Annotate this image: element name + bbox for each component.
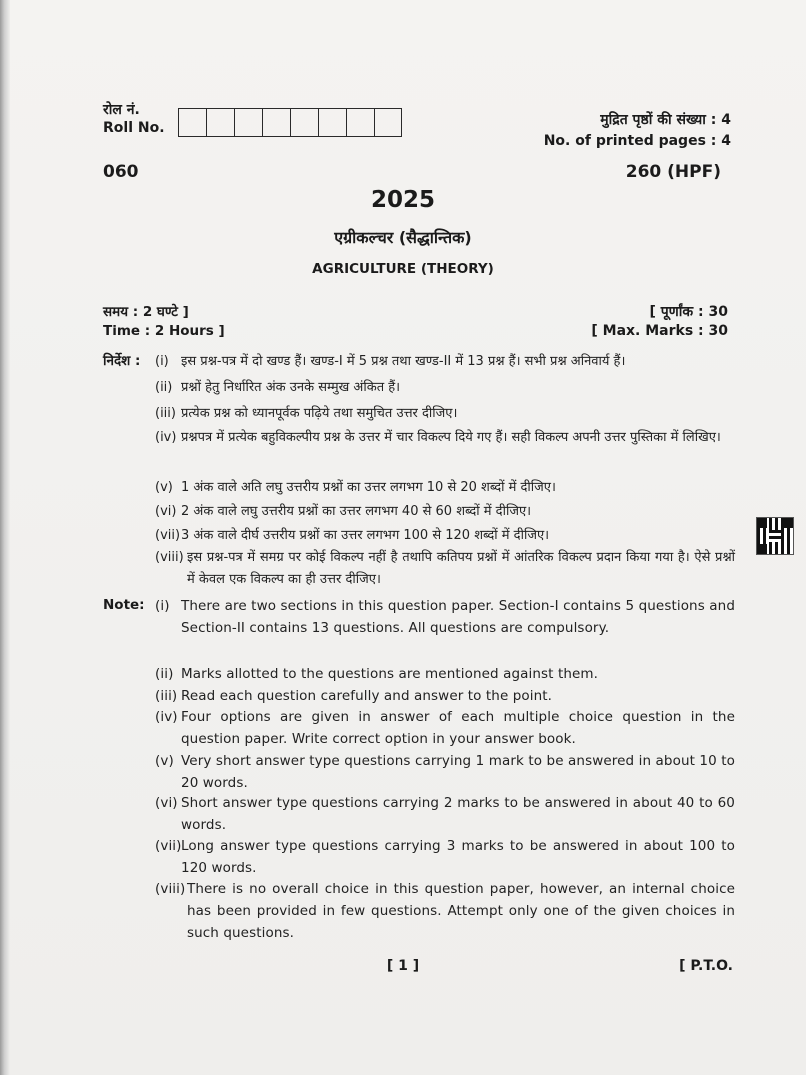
- item-number: (v): [155, 480, 173, 495]
- nirdesh-item: [155, 525, 735, 547]
- paper-code-left: 060: [103, 162, 139, 182]
- item-number: (vi): [155, 504, 177, 519]
- item-number: (viii): [155, 550, 184, 565]
- item-number: (iii): [155, 688, 178, 704]
- printed-pages-hindi: मुद्रित पृष्ठों की संख्या : 4: [600, 112, 731, 128]
- exam-year: 2025: [370, 187, 435, 213]
- item-text: Read each question carefully and answer to the point.: [181, 688, 553, 704]
- nirdesh-item: [155, 501, 735, 523]
- roll-box: [206, 108, 234, 137]
- roll-no-label: Roll No.: [103, 120, 165, 136]
- page-number: [ 1 ]: [386, 958, 420, 974]
- roll-box: [290, 108, 318, 137]
- note-item: [155, 595, 735, 639]
- roll-box: [178, 108, 206, 137]
- roll-box: [262, 108, 290, 137]
- item-number: (v): [155, 753, 174, 769]
- nirdesh-item: [155, 351, 735, 373]
- note-item: [155, 750, 735, 794]
- item-text: Four options are given in answer of each multiple choice question in the question paper. Write correct option in your answer book.: [181, 709, 735, 747]
- item-text: Marks allotted to the questions are mentioned against them.: [181, 666, 599, 682]
- item-text: There are two sections in this question paper. Section-I contains 5 questions and Section-II contains 13 questions. All questions are compulsory.: [181, 598, 735, 636]
- note-item: [155, 663, 735, 685]
- item-number: (iv): [155, 709, 178, 725]
- item-text: इस प्रश्न-पत्र में समग्र पर कोई विकल्प नहीं है तथापि कतिपय प्रश्नों में आंतरिक विकल्प प्रदान किया गया है। ऐसे प्रश्नों में केवल एक विकल्प का ही उत्तर दीजिए।: [187, 550, 736, 587]
- item-number: (viii): [155, 881, 186, 897]
- nirdesh-label: निर्देश :: [103, 353, 141, 369]
- nirdesh-item: [155, 547, 735, 591]
- time-hindi: समय : 2 घण्टे ]: [103, 304, 189, 320]
- nirdesh-item: [155, 427, 735, 449]
- max-marks-english: [ Max. Marks : 30: [591, 323, 728, 339]
- item-text: प्रश्नपत्र में प्रत्येक बहुविकल्पीय प्रश्न के उत्तर में चार विकल्प दिये गए हैं। सही विकल्प अपनी उत्तर पुस्तिका में लिखिए।: [181, 430, 721, 445]
- item-text: Short answer type questions carrying 2 marks to be answered in about 40 to 60 words.: [181, 795, 735, 833]
- note-item: [155, 878, 735, 944]
- item-number: (ii): [155, 380, 173, 395]
- time-english: Time : 2 Hours ]: [103, 323, 225, 339]
- item-number: (vii): [155, 528, 181, 543]
- paper-code-right: 260 (HPF): [625, 162, 721, 182]
- item-number: (iv): [155, 430, 177, 445]
- roll-box: [346, 108, 374, 137]
- item-text: प्रश्नों हेतु निर्धारित अंक उनके सम्मुख अंकित हैं।: [181, 380, 401, 395]
- subject-english: AGRICULTURE (THEORY): [312, 261, 494, 277]
- note-item: [155, 685, 735, 707]
- item-number: (vii): [155, 838, 182, 854]
- item-number: (i): [155, 354, 169, 369]
- item-text: Very short answer type questions carrying 1 mark to be answered in about 10 to 20 words.: [181, 753, 735, 791]
- note-item: [155, 792, 735, 836]
- item-number: (ii): [155, 666, 174, 682]
- printed-pages: No. of printed pages : 4: [543, 133, 731, 149]
- item-text: There is no overall choice in this question paper, however, an internal choice has been provided in few questions. Attempt only one of the given choices in such questions.: [187, 881, 735, 941]
- item-text: 3 अंक वाले दीर्घ उत्तरीय प्रश्नों का उत्तर लगभग 100 से 120 शब्दों में दीजिए।: [181, 528, 550, 543]
- item-text: 2 अंक वाले लघु उत्तरीय प्रश्नों का उत्तर लगभग 40 से 60 शब्दों में दीजिए।: [181, 504, 532, 519]
- subject-hindi: एग्रीकल्चर (सैद्धान्तिक): [334, 228, 472, 247]
- item-number: (i): [155, 598, 170, 614]
- item-text: Long answer type questions carrying 3 marks to be answered in about 100 to 120 words.: [181, 838, 735, 876]
- roll-no-boxes: [178, 108, 402, 137]
- pto-label: [ P.T.O.: [679, 958, 733, 974]
- item-text: प्रत्येक प्रश्न को ध्यानपूर्वक पढ़िये तथा समुचित उत्तर दीजिए।: [181, 406, 458, 421]
- nirdesh-item: [155, 477, 735, 499]
- max-marks-hindi: [ पूर्णांक : 30: [649, 304, 728, 320]
- scan-edge: [0, 0, 10, 1075]
- note-item: [155, 706, 735, 750]
- item-number: (iii): [155, 406, 176, 421]
- item-number: (vi): [155, 795, 178, 811]
- nirdesh-item: [155, 377, 735, 399]
- roll-box: [318, 108, 346, 137]
- note-item: [155, 835, 735, 879]
- item-text: इस प्रश्न-पत्र में दो खण्ड हैं। खण्ड-I में 5 प्रश्न तथा खण्ड-II में 13 प्रश्न हैं। सभी प्रश्न अनिवार्य हैं।: [181, 354, 626, 369]
- note-label: Note:: [103, 597, 145, 613]
- qr-code-icon: [757, 518, 793, 554]
- roll-box: [234, 108, 262, 137]
- roll-no-hindi-label: रोल नं.: [103, 102, 140, 118]
- roll-box: [374, 108, 402, 137]
- item-text: 1 अंक वाले अति लघु उत्तरीय प्रश्नों का उत्तर लगभग 10 से 20 शब्दों में दीजिए।: [181, 480, 556, 495]
- nirdesh-item: [155, 403, 735, 425]
